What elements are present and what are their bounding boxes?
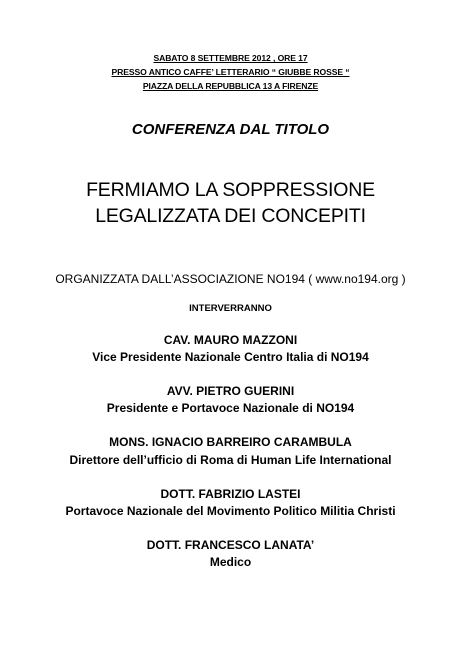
speaker-1-role: Vice Presidente Nazionale Centro Italia di NO194 [92,350,369,364]
event-date-time: SABATO 8 SETTEMBRE 2012 , ORE 17 [153,53,308,63]
speaker-4-role: Portavoce Nazionale del Movimento Politico Militia Christi [65,504,396,518]
speaker-3-role: Direttore dell’ufficio di Roma di Human Life International [69,453,392,467]
speaker-2-name: AVV. PIETRO GUERINI [166,384,295,398]
conference-title-line-1: FERMIAMO LA SOPPRESSIONE [86,179,375,201]
conference-title-line-2: LEGALIZZATA DEI CONCEPITI [95,205,366,227]
conference-label: CONFERENZA DAL TITOLO [131,121,330,138]
speaker-3-name: MONS. IGNACIO BARREIRO CARAMBULA [109,435,352,449]
speaker-1-name: CAV. MAURO MAZZONI [163,333,298,347]
event-address: PIAZZA DELLA REPUBBLICA 13 A FIRENZE [142,81,319,91]
speaker-5-name: DOTT. FRANCESCO LANATA’ [146,538,315,552]
event-venue: PRESSO ANTICO CAFFE’ LETTERARIO “ GIUBBE ROSSE “ [111,67,350,77]
speakers-heading: INTERVERRANNO [189,303,272,314]
speaker-5-role: Medico [209,555,252,569]
speaker-4-name: DOTT. FABRIZIO LASTEI [160,487,301,501]
speaker-2-role: Presidente e Portavoce Nazionale di NO194 [106,401,355,415]
organizer-line: ORGANIZZATA DALL’ASSOCIAZIONE NO194 ( www.no194.org ) [55,272,406,286]
